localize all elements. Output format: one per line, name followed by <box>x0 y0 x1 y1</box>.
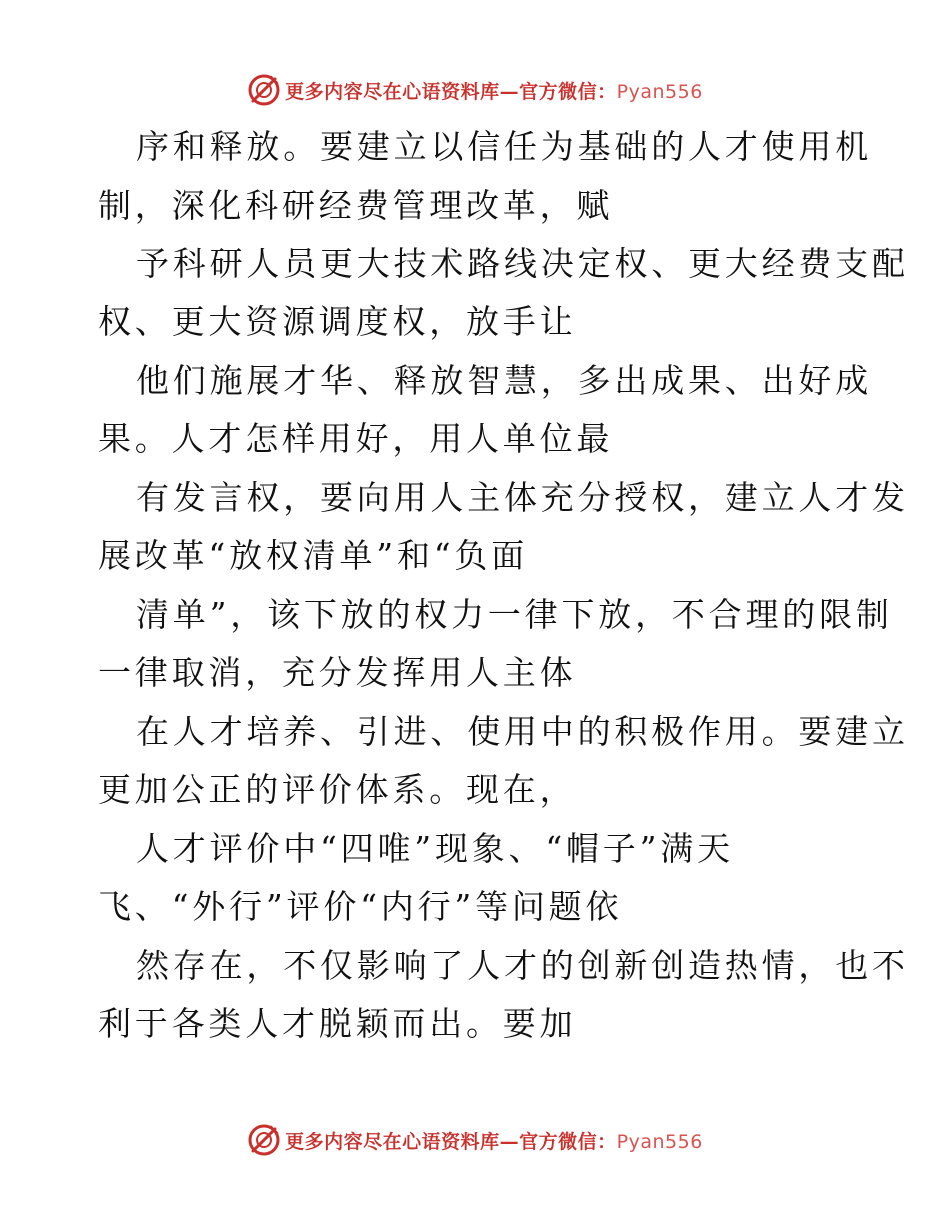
text-line: 序和释放。要建立以信任为基础的人才使用机 <box>136 127 872 166</box>
text-line: 权、更大资源调度权，放手让 <box>98 302 577 341</box>
text-line: 利于各类人才脱颖而出。要加 <box>98 1004 577 1043</box>
text-line: 制，深化科研经费管理改革，赋 <box>98 186 614 225</box>
footer-watermark-banner <box>0 1120 950 1160</box>
text-line: 他们施展才华、释放智慧，多出成果、出好成 <box>136 361 872 400</box>
banner-text: 更多内容尽在心语资料库—官方微信： <box>285 1130 617 1153</box>
header-watermark-banner <box>0 70 950 110</box>
wechat-id: Pyan556 <box>616 1130 703 1153</box>
wechat-id: Pyan556 <box>616 80 703 103</box>
text-line: 在人才培养、引进、使用中的积极作用。要建立 <box>136 712 909 751</box>
brand-logo-icon <box>247 73 281 107</box>
text-line: 然存在，不仅影响了人才的创新创造热情，也不 <box>136 946 909 985</box>
text-line: 有发言权，要向用人主体充分授权，建立人才发 <box>136 478 909 517</box>
brand-logo-icon <box>247 1123 281 1157</box>
text-line: 予科研人员更大技术路线决定权、更大经费支配 <box>136 244 909 283</box>
text-line: 清单”，该下放的权力一律下放，不合理的限制 <box>136 595 893 634</box>
text-line: 更加公正的评价体系。现在， <box>98 770 577 809</box>
text-line: 果。人才怎样用好，用人单位最 <box>98 419 614 458</box>
text-line: 展改革“放权清单”和“负面 <box>98 536 529 575</box>
text-line: 飞、“外行”评价“内行”等问题依 <box>98 887 623 926</box>
banner-text: 更多内容尽在心语资料库—官方微信： <box>285 80 617 103</box>
text-line: 一律取消，充分发挥用人主体 <box>98 653 577 692</box>
text-line: 人才评价中“四唯”现象、“帽子”满天 <box>136 829 734 868</box>
